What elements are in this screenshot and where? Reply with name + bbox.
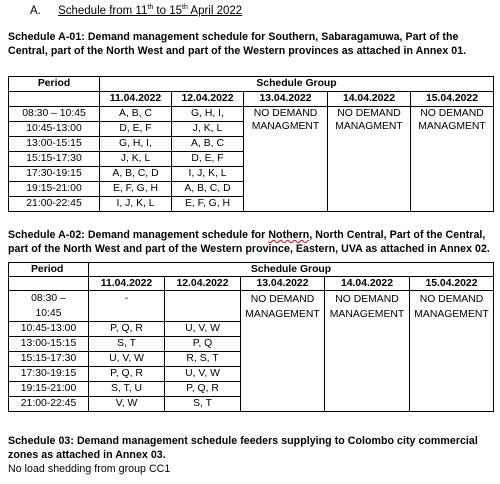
group-cell: S, T	[89, 337, 165, 352]
period-cell: 19:15-21:00	[9, 382, 89, 397]
group-cell: P, Q, R	[89, 322, 165, 337]
period-cell: 17:30-19:15	[9, 167, 100, 182]
date-header: 12.04.2022	[165, 277, 241, 291]
group-cell: D, E, F	[172, 152, 244, 167]
no-demand-cell: NO DEMAND MANAGEMENT	[410, 291, 494, 412]
period-cell: 19:15-21:00	[9, 182, 100, 197]
date-header: 12.04.2022	[172, 92, 244, 107]
section-marker: A.	[30, 4, 41, 17]
table-row	[9, 291, 494, 322]
group-cell: J, K, L	[172, 122, 244, 137]
period-cell: 21:00-22:45	[9, 197, 100, 212]
date-header: 11.04.2022	[89, 277, 165, 291]
group-cell: S, T, U	[89, 382, 165, 397]
period-cell: 08:30 – 10:45	[9, 107, 100, 122]
group-cell: P, Q, R	[165, 382, 241, 397]
period-header: Period	[9, 77, 100, 92]
group-cell: U, V, W	[165, 367, 241, 382]
group-cell: A, B, C	[100, 107, 172, 122]
group-cell: E, F, G, H	[172, 197, 244, 212]
period-cell: 13:00-15:15	[9, 337, 89, 352]
schedule-a02-table	[8, 262, 494, 412]
group-cell: I, J, K, L	[100, 197, 172, 212]
group-cell: I, J, K, L	[172, 167, 244, 182]
schedule-a01-table	[8, 76, 494, 212]
group-cell: G, H, I,	[100, 137, 172, 152]
schedule-group-header: Schedule Group	[89, 263, 494, 277]
date-header: 14.04.2022	[328, 92, 411, 107]
period-header: Period	[9, 263, 89, 277]
schedule-a02-description: Schedule A-02: Demand management schedule for Nothern, North Central, Part of the Central, part of the North West and part of the Western province, Eastern, UVA as attached in Annex 02.	[8, 229, 490, 255]
group-cell: G, H, I,	[172, 107, 244, 122]
period-header-blank	[9, 277, 89, 291]
group-cell: U, V, W	[89, 352, 165, 367]
date-header: 15.04.2022	[411, 92, 494, 107]
period-header-blank	[9, 92, 100, 107]
no-demand-cell: NO DEMAND MANAGMENT	[411, 107, 494, 212]
group-cell: A, B, C, D	[172, 182, 244, 197]
date-header: 15.04.2022	[410, 277, 494, 291]
schedule-03-note: No load shedding from group CC1	[8, 463, 171, 475]
date-header: 14.04.2022	[325, 277, 410, 291]
group-cell	[165, 291, 241, 322]
date-header: 13.04.2022	[244, 92, 328, 107]
group-cell: P, Q	[165, 337, 241, 352]
group-cell: U, V, W	[165, 322, 241, 337]
group-cell: S, T	[165, 397, 241, 412]
misspelled-word: Nothern	[268, 229, 310, 241]
section-heading	[30, 4, 242, 17]
period-cell: 15:15-17:30	[9, 152, 100, 167]
period-cell: 08:30 – 10:45	[9, 291, 89, 322]
schedule-a01-description: Schedule A-01: Demand management schedule for Southern, Sabaragamuwa, Part of the Central, part of the North West and part of the Western provinces as attached in Annex 01.	[8, 31, 467, 57]
no-demand-cell: NO DEMAND MANAGEMENT	[241, 291, 325, 412]
group-cell: R, S, T	[165, 352, 241, 367]
no-demand-cell: NO DEMAND MANAGMENT	[328, 107, 411, 212]
group-cell: E, F, G, H	[100, 182, 172, 197]
schedule-group-header: Schedule Group	[100, 77, 494, 92]
period-cell: 13:00-15:15	[9, 137, 100, 152]
group-cell: P, Q, R	[89, 367, 165, 382]
date-header: 13.04.2022	[241, 277, 325, 291]
group-cell: J, K, L	[100, 152, 172, 167]
group-cell: A, B, C	[172, 137, 244, 152]
period-cell: 10:45-13:00	[9, 122, 100, 137]
period-cell: 17:30-19:15	[9, 367, 89, 382]
date-header: 11.04.2022	[100, 92, 172, 107]
group-cell: A, B, C, D	[100, 167, 172, 182]
no-demand-cell: NO DEMAND MANAGMENT	[244, 107, 328, 212]
group-cell: -	[89, 291, 165, 322]
no-demand-cell: NO DEMAND MANAGEMENT	[325, 291, 410, 412]
period-cell: 21:00-22:45	[9, 397, 89, 412]
period-cell: 15:15-17:30	[9, 352, 89, 367]
group-cell: D, E, F	[100, 122, 172, 137]
group-cell: V, W	[89, 397, 165, 412]
table-row	[9, 107, 494, 122]
section-title: Schedule from 11th to 15th April 2022	[58, 4, 243, 17]
period-cell: 10:45-13:00	[9, 322, 89, 337]
schedule-03-description: Schedule 03: Demand management schedule feeders supplying to Colombo city commercial zones as attached in Annex 03.	[8, 435, 478, 461]
